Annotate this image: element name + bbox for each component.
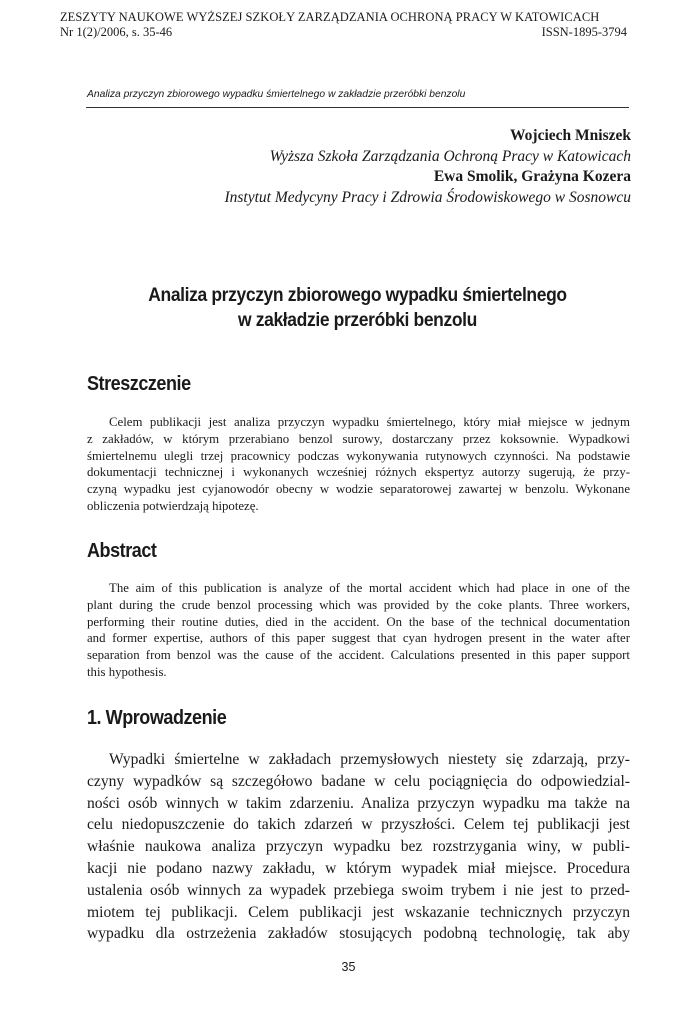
text-line: wypadku dla ostrzeżenia zakładów stosujących podobną technologię, tak aby bbox=[87, 925, 630, 943]
section-heading-introduction: 1. Wprowadzenie bbox=[87, 707, 227, 729]
page-number: 35 bbox=[341, 960, 356, 974]
abstract-text bbox=[87, 580, 630, 681]
author-block bbox=[71, 126, 631, 208]
text-line: śmiertelnemu ulegli trzej pracownicy podczas wykonywania rutynowych czynności. Na podstawie bbox=[87, 448, 630, 463]
author-name: Wojciech Mniszek bbox=[510, 127, 631, 144]
text-line: ności osób winnych w takim zdarzeniu. Analiza przyczyn wypadku ma także na bbox=[87, 794, 630, 812]
title-line: Analiza przyczyn zbiorowego wypadku śmiertelnego bbox=[148, 285, 567, 306]
text-line: this hypothesis. bbox=[87, 664, 167, 679]
introduction-text bbox=[87, 749, 630, 945]
text-line: Celem publikacji jest analiza przyczyn wypadku śmiertelnego, który miał miejsce w jednym bbox=[109, 415, 630, 429]
text-line: celu niedopuszczenie do takich zdarzeń w przyszłości. Celem tej publikacji jest bbox=[87, 816, 630, 834]
streszczenie-text bbox=[87, 414, 630, 515]
author-affiliation: Instytut Medycyny Pracy i Zdrowia Środowiskowego w Sosnowcu bbox=[224, 188, 631, 206]
text-line: z zakładów, w którym przerabiano benzol surowy, dostarczany przez koksownie. Wypadkowi bbox=[87, 431, 630, 446]
header-rule bbox=[86, 107, 629, 108]
journal-name: ZESZYTY NAUKOWE WYŻSZEJ SZKOŁY ZARZĄDZANIA OCHRONĄ PRACY W KATOWICACH bbox=[60, 10, 600, 24]
author-affiliation: Wyższa Szkoła Zarządzania Ochroną Pracy w Katowicach bbox=[269, 147, 631, 165]
text-line: czyny wypadków są szczegółowo badane w celu pociągnięcia do odpowiedzial- bbox=[87, 772, 630, 790]
text-line: czyną wypadku jest cyjanowodór obecny w wodzie separatorowej zawartej w benzolu. Wykonane bbox=[87, 482, 630, 497]
section-heading-abstract: Abstract bbox=[87, 540, 157, 562]
text-line: Wypadki śmiertelne w zakładach przemysłowych niestety się zdarzają, przy- bbox=[109, 751, 630, 768]
text-line: The aim of this publication is analyze of the mortal accident which had place in one of the bbox=[109, 581, 630, 595]
title-line: w zakładzie przeróbki benzolu bbox=[238, 310, 477, 331]
text-line: and former expertise, authors of this paper suggest that cyan hydrogen present in the water after bbox=[87, 631, 630, 646]
text-line: miotem tej publikacji. Celem publikacji jest wskazanie technicznych przyczyn bbox=[87, 903, 630, 921]
issue-info: Nr 1(2)/2006, s. 35-46 bbox=[60, 25, 173, 39]
text-line: dokumentacji technicznej i wykonanych wcześniej różnych ekspertyz autorzy sugerują, że przy- bbox=[87, 465, 630, 480]
text-line: separation from benzol was the cause of the accident. Calculations presented in this paper support bbox=[87, 648, 630, 663]
text-line: kacji nie podano nazwy zakładu, w którym wypadek miał miejsce. Procedura bbox=[87, 859, 630, 877]
text-line: plant during the crude benzol processing which was provided by the coke plants. Three workers, bbox=[87, 597, 630, 612]
issue-line bbox=[60, 25, 627, 40]
section-heading-streszczenie: Streszczenie bbox=[87, 373, 191, 395]
text-line: performing their routine duties, died in the accident. On the base of the technical documentation bbox=[87, 614, 630, 629]
paper-title bbox=[108, 283, 608, 333]
text-line: obliczenia potwierdzają hipotezę. bbox=[87, 498, 259, 513]
issn: ISSN-1895-3794 bbox=[541, 25, 627, 39]
author-name: Ewa Smolik, Grażyna Kozera bbox=[433, 168, 631, 185]
running-title: Analiza przyczyn zbiorowego wypadku śmiertelnego w zakładzie przeróbki benzolu bbox=[87, 89, 466, 100]
text-line: ustalenia osób winnych za wypadek przebiega swoim trybem i nie jest to przed- bbox=[87, 881, 630, 899]
text-line: właśnie naukowa analiza przyczyn wypadku bez rozstrzygania winy, w publi- bbox=[87, 838, 630, 856]
